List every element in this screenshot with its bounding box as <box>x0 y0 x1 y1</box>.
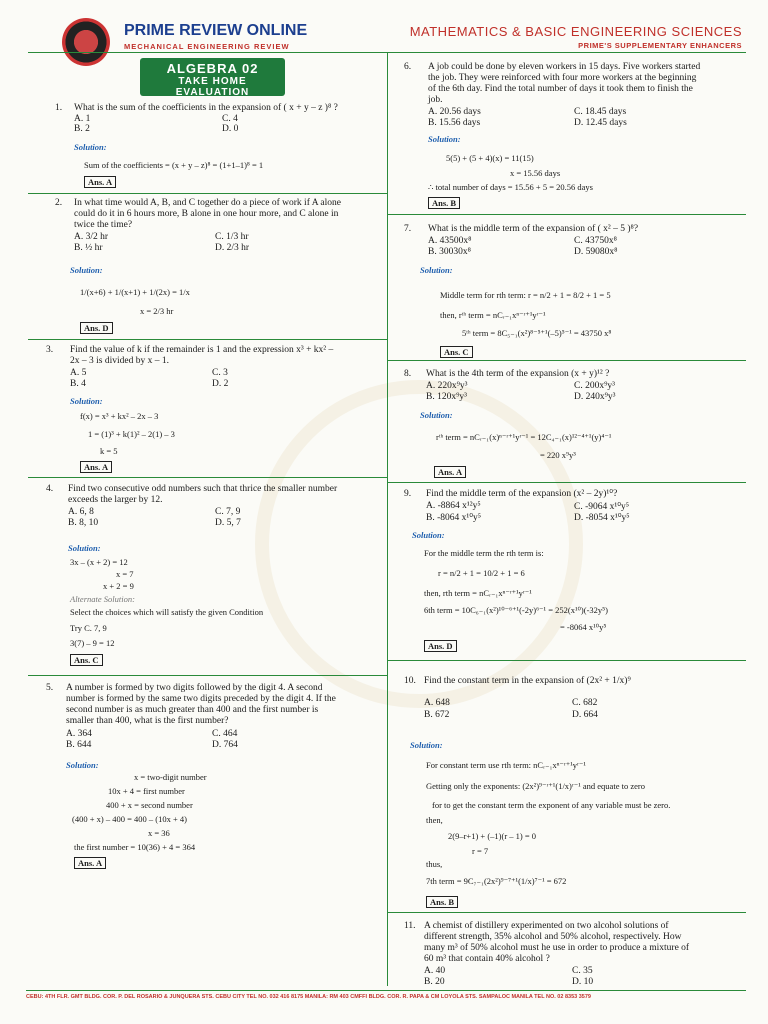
solution-work: k = 5 <box>100 446 118 456</box>
answer-box: Ans. A <box>84 176 116 188</box>
question-divider <box>388 660 746 661</box>
column-divider <box>387 52 388 986</box>
question-number: 3. <box>46 345 54 355</box>
option-a: A. -8864 x¹²y⁵ <box>426 501 481 511</box>
option-c: C. 200x⁹y³ <box>574 381 615 391</box>
option-d: D. 2/3 hr <box>215 243 250 253</box>
solution-work: 2(9–r+1) + (–1)(r – 1) = 0 <box>448 831 537 841</box>
option-c: C. 464 <box>212 729 238 739</box>
question-number: 11. <box>404 921 416 931</box>
option-c: C. 35 <box>572 966 593 976</box>
solution-work: Try C. 7, 9 <box>70 623 107 633</box>
question-text: What is the middle term of the expansion of ( x² – 5 )⁸? <box>428 224 639 234</box>
solution-work: 3(7) – 9 = 12 <box>70 638 115 648</box>
option-b: B. 644 <box>66 740 92 750</box>
option-c: C. 1/3 hr <box>215 232 249 242</box>
option-a: A. 43500x⁸ <box>428 236 472 246</box>
option-d: D. 240x⁹y³ <box>574 392 616 402</box>
solution-work: 400 + x = second number <box>106 800 193 810</box>
banner-title: ALGEBRA 02 <box>166 61 259 76</box>
solution-work: x = 7 <box>116 569 134 579</box>
option-d: D. 5, 7 <box>215 518 241 528</box>
footer-divider <box>26 990 746 991</box>
option-d: D. 0 <box>222 124 239 134</box>
question-text: A chemist of distillery experimented on two alcohol solutions of <box>424 921 669 931</box>
solution-label: Solution: <box>70 265 103 275</box>
option-b: B. 4 <box>70 379 86 389</box>
option-a: A. 364 <box>66 729 92 739</box>
solution-work: Middle term for rth term: r = n/2 + 1 = 8/2 + 1 = 5 <box>440 290 611 300</box>
solution-work: 6th term = 10C₆₋₁(x²)¹⁰⁻⁶⁺¹(-2y)⁶⁻¹ = 252(x¹⁰)(-32y⁵) <box>424 605 608 615</box>
question-number: 8. <box>404 369 412 379</box>
solution-work: x = two-digit number <box>134 772 207 782</box>
brand-subtitle: MECHANICAL ENGINEERING REVIEW <box>124 42 290 51</box>
solution-label: Solution: <box>420 265 453 275</box>
answer-box: Ans. D <box>424 640 457 652</box>
question-text: Find the constant term in the expansion of (2x² + 1/x)⁹ <box>424 676 631 686</box>
answer-box: Ans. D <box>80 322 113 334</box>
watermark-seal <box>255 380 583 708</box>
option-b: B. 8, 10 <box>68 518 99 528</box>
solution-work: then, <box>426 815 443 825</box>
solution-label: Solution: <box>412 530 445 540</box>
solution-work: Sum of the coefficients = (x + y – z)⁸ = (1+1–1)⁸ = 1 <box>84 160 264 170</box>
question-text: A job could be done by eleven workers in 15 days. Five workers started <box>428 62 701 72</box>
option-d: D. -8054 x¹⁰y⁵ <box>574 513 630 523</box>
option-c: C. 682 <box>572 698 598 708</box>
footer-address: CEBU: 4TH FLR. GMT BLDG. COR. P. DEL ROSARIO & JUNQUERA STS. CEBU CITY TEL NO. 032 416 8175 MANILA: RM 403 CMFFI BLDG. COR. R. PAPA & CM LOYOLA STS. SAMPALOC MANILA TEL NO. 02 8353 3579 <box>26 994 591 1000</box>
question-text: many m³ of 50% alcohol must he use in order to produce a mixture of <box>424 943 690 953</box>
option-b: B. 2 <box>74 124 90 134</box>
option-c: C. 4 <box>222 114 238 124</box>
solution-work: r = 7 <box>472 846 489 856</box>
solution-work: Alternate Solution: <box>70 594 135 604</box>
question-number: 7. <box>404 224 412 234</box>
solution-work: ∴ total number of days = 15.56 + 5 = 20.56 days <box>428 182 593 192</box>
option-b: B. 30030x⁸ <box>428 247 471 257</box>
question-number: 2. <box>55 198 63 208</box>
option-b: B. 672 <box>424 710 450 720</box>
solution-work: x + 2 = 9 <box>103 581 134 591</box>
option-c: C. 43750x⁸ <box>574 236 617 246</box>
question-text: exceeds the larger by 12. <box>68 495 163 505</box>
solution-work: 5ᵗʰ term = 8C₅₋₁(x²)⁸⁻⁵⁺¹(–5)⁵⁻¹ = 43750 x⁸ <box>462 328 612 338</box>
question-text: Find the value of k if the remainder is 1 and the expression x³ + kx² – <box>70 345 334 355</box>
solution-work: then, rth term = nCᵣ₋₁xⁿ⁻ʳ⁺¹yʳ⁻¹ <box>424 588 532 598</box>
question-divider <box>388 214 746 215</box>
question-text: could do it in 6 hours more, B alone in one hour more, and C alone in <box>74 209 339 219</box>
option-c: C. -9064 x¹⁰y⁵ <box>574 502 630 512</box>
logo-icon <box>62 18 110 66</box>
solution-work: = -8064 x¹⁰y⁵ <box>560 622 607 632</box>
option-a: A. 3/2 hr <box>74 232 109 242</box>
solution-work: For the middle term the rth term is: <box>424 548 544 558</box>
solution-label: Solution: <box>70 396 103 406</box>
question-text: 60 m³ that contain 40% alcohol ? <box>424 954 550 964</box>
option-d: D. 664 <box>572 710 598 720</box>
option-c: C. 3 <box>212 368 228 378</box>
question-text: 2x – 3 is divided by x – 1. <box>70 356 169 366</box>
answer-box: Ans. A <box>434 466 466 478</box>
question-number: 5. <box>46 683 54 693</box>
solution-work: 7th term = 9C₇₋₁(2x²)⁹⁻⁷⁺¹(1/x)⁷⁻¹ = 672 <box>426 876 567 886</box>
subject-title: MATHEMATICS & BASIC ENGINEERING SCIENCES <box>409 24 742 39</box>
question-text: Find the middle term of the expansion (x² – 2y)¹⁰? <box>426 489 618 499</box>
solution-work: x = 36 <box>148 828 170 838</box>
option-d: D. 59080x⁸ <box>574 247 618 257</box>
question-text: What is the 4th term of the expansion (x + y)¹² ? <box>426 369 610 379</box>
question-divider <box>28 675 387 676</box>
question-text: What is the sum of the coefficients in the expansion of ( x + y – z )⁸ ? <box>74 103 338 113</box>
option-d: D. 12.45 days <box>574 118 627 128</box>
option-a: A. 6, 8 <box>68 507 94 517</box>
option-a: A. 1 <box>74 114 91 124</box>
answer-box: Ans. B <box>428 197 460 209</box>
option-a: A. 5 <box>70 368 87 378</box>
solution-work: For constant term use rth term: nCᵣ₋₁xⁿ⁻ʳ⁺¹yʳ⁻¹ <box>426 760 586 770</box>
answer-box: Ans. C <box>70 654 103 666</box>
question-divider <box>28 193 387 194</box>
question-text: of the 6th day. Find the total number of days it took them to finish the <box>428 84 693 94</box>
option-d: D. 10 <box>572 977 594 987</box>
solution-work: for to get the constant term the exponent of any variable must be zero. <box>432 800 671 810</box>
solution-work: 10x + 4 = first number <box>108 786 185 796</box>
solution-work: 1/(x+6) + 1/(x+1) + 1/(2x) = 1/x <box>80 287 190 297</box>
option-b: B. 120x⁹y³ <box>426 392 467 402</box>
question-text: Find two consecutive odd numbers such that thrice the smaller number <box>68 484 338 494</box>
solution-work: 1 = (1)³ + k(1)² – 2(1) – 3 <box>88 429 175 439</box>
solution-label: Solution: <box>428 134 461 144</box>
answer-box: Ans. C <box>440 346 473 358</box>
solution-work: rᵗʰ term = nCᵣ₋₁(x)ⁿ⁻ʳ⁺¹yʳ⁻¹ = 12C₄₋₁(x)¹²⁻⁴⁺¹(y)⁴⁻¹ <box>436 432 612 442</box>
solution-work: Getting only the exponents: (2x²)⁹⁻ʳ⁺¹(1/x)ʳ⁻¹ and equate to zero <box>426 781 645 791</box>
solution-work: thus, <box>426 859 443 869</box>
solution-work: 5(5) + (5 + 4)(x) = 11(15) <box>446 153 534 163</box>
solution-work: x = 15.56 days <box>510 168 561 178</box>
option-a: A. 20.56 days <box>428 107 481 117</box>
question-text: number is formed by the same two digits preceded by the digit 4. If the <box>66 694 336 704</box>
question-number: 10. <box>404 676 416 686</box>
option-d: D. 2 <box>212 379 229 389</box>
solution-label: Solution: <box>420 410 453 420</box>
option-b: B. 20 <box>424 977 445 987</box>
option-a: A. 648 <box>424 698 450 708</box>
solution-work: f(x) = x³ + kx² – 2x – 3 <box>80 411 159 421</box>
question-divider <box>28 339 387 340</box>
solution-label: Solution: <box>74 142 107 152</box>
question-divider <box>28 477 387 478</box>
option-b: B. -8064 x¹⁰y⁵ <box>426 513 482 523</box>
banner-subtitle: TAKE HOME EVALUATION <box>175 76 250 98</box>
question-text: the job. They were reinforced with four more workers at the beginning <box>428 73 697 83</box>
question-text: second number is as much greater than 400 and the first number is <box>66 705 319 715</box>
question-divider <box>388 482 746 483</box>
question-divider <box>388 360 746 361</box>
option-a: A. 220x⁹y³ <box>426 381 468 391</box>
answer-box: Ans. B <box>426 896 458 908</box>
section-banner <box>140 58 285 96</box>
question-text: job. <box>428 95 443 105</box>
option-b: B. 15.56 days <box>428 118 481 128</box>
question-number: 4. <box>46 484 54 494</box>
question-text: twice the time? <box>74 220 133 230</box>
option-b: B. ½ hr <box>74 243 103 253</box>
question-number: 9. <box>404 489 412 499</box>
question-number: 1. <box>55 103 63 113</box>
option-a: A. 40 <box>424 966 446 976</box>
question-number: 6. <box>404 62 412 72</box>
solution-work: 3x – (x + 2) = 12 <box>70 557 128 567</box>
question-text: In what time would A, B, and C together do a piece of work if A alone <box>74 198 341 208</box>
option-c: C. 18.45 days <box>574 107 627 117</box>
solution-work: Select the choices which will satisfy the given Condition <box>70 607 264 617</box>
solution-label: Solution: <box>410 740 443 750</box>
subject-subtitle: PRIME'S SUPPLEMENTARY ENHANCERS <box>578 41 742 50</box>
answer-box: Ans. A <box>80 461 112 473</box>
solution-work: the first number = 10(36) + 4 = 364 <box>74 842 196 852</box>
question-text: smaller than 400, what is the first number? <box>66 716 229 726</box>
question-text: A number is formed by two digits followed by the digit 4. A second <box>66 683 323 693</box>
question-text: different strength, 35% alcohol and 50% alcohol, respectively. How <box>424 932 682 942</box>
option-c: C. 7, 9 <box>215 507 241 517</box>
solution-label: Solution: <box>66 760 99 770</box>
brand-title: PRIME REVIEW ONLINE <box>124 22 308 39</box>
option-d: D. 764 <box>212 740 238 750</box>
solution-work: (400 + x) – 400 = 400 – (10x + 4) <box>72 814 187 824</box>
question-divider <box>388 912 746 913</box>
solution-work: r = n/2 + 1 = 10/2 + 1 = 6 <box>438 568 525 578</box>
solution-label: Solution: <box>68 543 101 553</box>
solution-work: x = 2/3 hr <box>140 306 174 316</box>
answer-box: Ans. A <box>74 857 106 869</box>
solution-work: = 220 x⁹y³ <box>540 450 576 460</box>
solution-work: then, rᵗʰ term = nCᵣ₋₁xⁿ⁻ʳ⁺¹yʳ⁻¹ <box>440 310 546 320</box>
